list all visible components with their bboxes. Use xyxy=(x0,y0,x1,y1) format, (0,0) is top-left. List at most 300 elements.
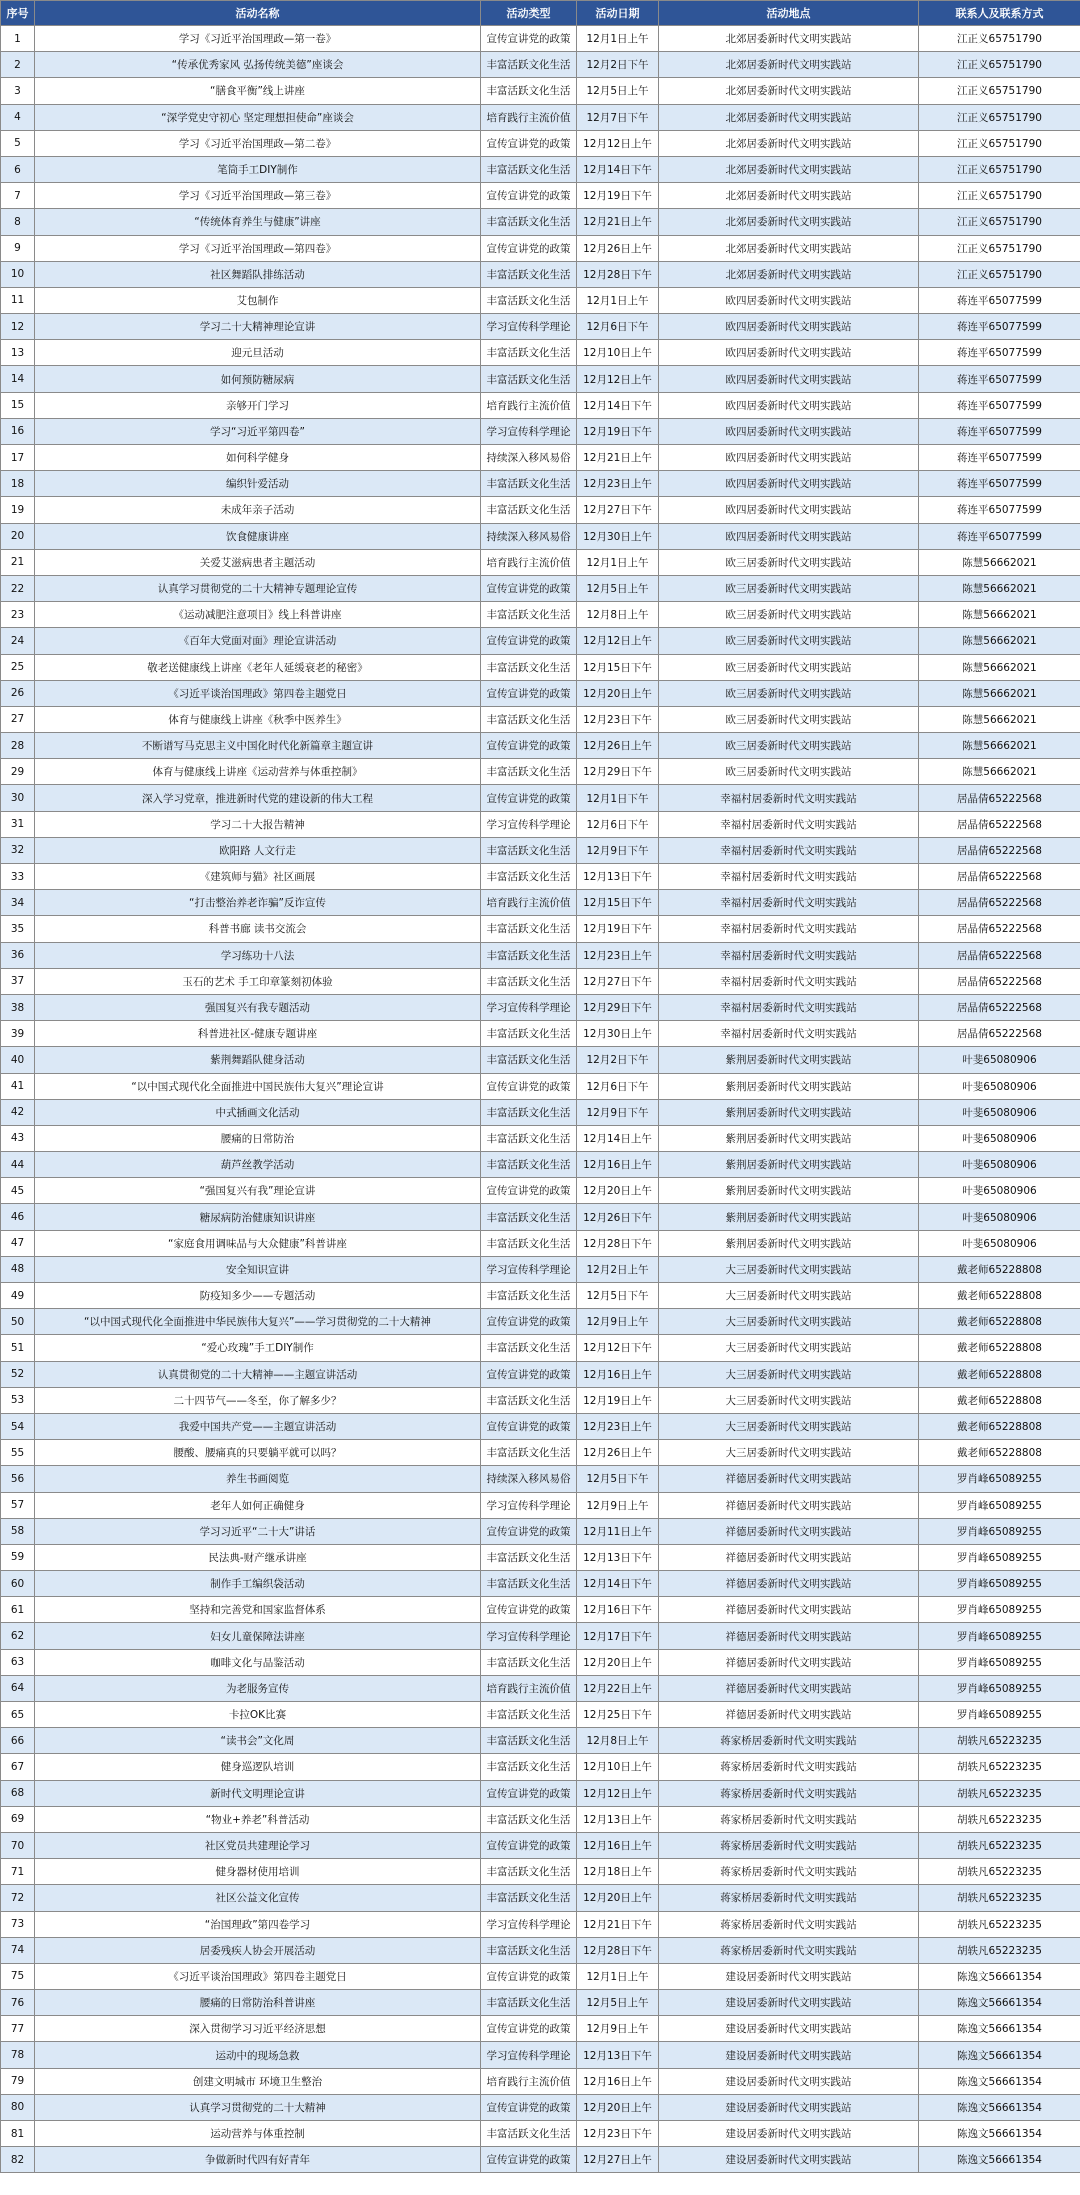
table-row xyxy=(1,968,1080,994)
cell-activity-date: 12月1日上午 xyxy=(577,1963,659,1989)
cell-activity-location: 欧四居委新时代文明实践站 xyxy=(659,340,919,366)
cell-activity-location: 幸福村居委新时代文明实践站 xyxy=(659,968,919,994)
table-row xyxy=(1,314,1080,340)
cell-contact: 江正义65751790 xyxy=(919,26,1080,52)
cell-contact: 罗肖峰65089255 xyxy=(919,1466,1080,1492)
cell-contact: 戴老师65228808 xyxy=(919,1283,1080,1309)
cell-activity-date: 12月12日上午 xyxy=(577,628,659,654)
cell-activity-type: 持续深入移风易俗 xyxy=(481,523,577,549)
cell-index: 18 xyxy=(1,471,35,497)
cell-index: 63 xyxy=(1,1649,35,1675)
cell-activity-date: 12月27日下午 xyxy=(577,497,659,523)
cell-activity-name: 认真学习贯彻党的二十大精神专题理论宣传 xyxy=(35,575,481,601)
cell-activity-type: 丰富活跃文化生活 xyxy=(481,1440,577,1466)
cell-activity-name: 未成年亲子活动 xyxy=(35,497,481,523)
table-row xyxy=(1,366,1080,392)
cell-activity-date: 12月30日上午 xyxy=(577,523,659,549)
table-row xyxy=(1,104,1080,130)
cell-contact: 陈逸文56661354 xyxy=(919,2147,1080,2173)
cell-activity-type: 学习宣传科学理论 xyxy=(481,1492,577,1518)
cell-index: 75 xyxy=(1,1963,35,1989)
cell-contact: 陈逸文56661354 xyxy=(919,2094,1080,2120)
cell-index: 71 xyxy=(1,1859,35,1885)
table-row xyxy=(1,706,1080,732)
cell-activity-date: 12月23日上午 xyxy=(577,1413,659,1439)
cell-activity-date: 12月23日上午 xyxy=(577,471,659,497)
cell-index: 19 xyxy=(1,497,35,523)
cell-activity-type: 丰富活跃文化生活 xyxy=(481,706,577,732)
cell-index: 15 xyxy=(1,392,35,418)
cell-activity-type: 丰富活跃文化生活 xyxy=(481,942,577,968)
cell-activity-location: 幸福村居委新时代文明实践站 xyxy=(659,811,919,837)
cell-index: 74 xyxy=(1,1937,35,1963)
cell-index: 81 xyxy=(1,2121,35,2147)
cell-activity-name: 创建文明城市 环境卫生整治 xyxy=(35,2068,481,2094)
table-row xyxy=(1,1335,1080,1361)
cell-activity-date: 12月29日下午 xyxy=(577,759,659,785)
table-row xyxy=(1,1230,1080,1256)
cell-contact: 戴老师65228808 xyxy=(919,1361,1080,1387)
cell-activity-location: 欧三居委新时代文明实践站 xyxy=(659,602,919,628)
cell-activity-type: 丰富活跃文化生活 xyxy=(481,156,577,182)
cell-contact: 陈慧56662021 xyxy=(919,575,1080,601)
cell-index: 40 xyxy=(1,1047,35,1073)
cell-activity-type: 学习宣传科学理论 xyxy=(481,2042,577,2068)
table-row xyxy=(1,1440,1080,1466)
cell-activity-name: 葫芦丝教学活动 xyxy=(35,1152,481,1178)
cell-activity-date: 12月13日下午 xyxy=(577,864,659,890)
cell-activity-location: 北郊居委新时代文明实践站 xyxy=(659,78,919,104)
cell-activity-type: 学习宣传科学理论 xyxy=(481,1256,577,1282)
cell-contact: 陈逸文56661354 xyxy=(919,2016,1080,2042)
cell-index: 38 xyxy=(1,994,35,1020)
cell-contact: 叶斐65080906 xyxy=(919,1125,1080,1151)
cell-activity-type: 培育践行主流价值 xyxy=(481,890,577,916)
cell-contact: 戴老师65228808 xyxy=(919,1413,1080,1439)
cell-activity-type: 丰富活跃文化生活 xyxy=(481,1230,577,1256)
cell-activity-date: 12月9日上午 xyxy=(577,1309,659,1335)
cell-activity-name: 为老服务宣传 xyxy=(35,1675,481,1701)
table-row xyxy=(1,392,1080,418)
cell-activity-name: 亲够开门学习 xyxy=(35,392,481,418)
cell-activity-name: 科普书廊 读书交流会 xyxy=(35,916,481,942)
table-row xyxy=(1,2042,1080,2068)
cell-activity-date: 12月7日下午 xyxy=(577,104,659,130)
cell-contact: 罗肖峰65089255 xyxy=(919,1492,1080,1518)
cell-activity-type: 宣传宣讲党的政策 xyxy=(481,183,577,209)
cell-activity-name: 强国复兴有我专题活动 xyxy=(35,994,481,1020)
cell-activity-date: 12月20日上午 xyxy=(577,1178,659,1204)
cell-contact: 居晶倩65222568 xyxy=(919,942,1080,968)
cell-activity-type: 宣传宣讲党的政策 xyxy=(481,1361,577,1387)
cell-contact: 江正义65751790 xyxy=(919,130,1080,156)
cell-activity-type: 丰富活跃文化生活 xyxy=(481,864,577,890)
table-row xyxy=(1,1544,1080,1570)
table-row xyxy=(1,1518,1080,1544)
cell-activity-date: 12月10日上午 xyxy=(577,340,659,366)
table-row xyxy=(1,1021,1080,1047)
cell-activity-type: 丰富活跃文化生活 xyxy=(481,1937,577,1963)
cell-contact: 蒋连平65077599 xyxy=(919,340,1080,366)
cell-activity-name: 二十四节气——冬至，你了解多少？ xyxy=(35,1387,481,1413)
cell-activity-type: 宣传宣讲党的政策 xyxy=(481,1073,577,1099)
table-row xyxy=(1,1963,1080,1989)
cell-index: 44 xyxy=(1,1152,35,1178)
cell-index: 32 xyxy=(1,837,35,863)
cell-index: 43 xyxy=(1,1125,35,1151)
cell-contact: 陈慧56662021 xyxy=(919,706,1080,732)
cell-activity-location: 欧四居委新时代文明实践站 xyxy=(659,314,919,340)
cell-activity-date: 12月26日上午 xyxy=(577,733,659,759)
cell-activity-type: 宣传宣讲党的政策 xyxy=(481,1309,577,1335)
header-activity-name: 活动名称 xyxy=(35,1,481,26)
cell-activity-type: 丰富活跃文化生活 xyxy=(481,916,577,942)
cell-activity-type: 丰富活跃文化生活 xyxy=(481,261,577,287)
cell-activity-name: 民法典-财产继承讲座 xyxy=(35,1544,481,1570)
cell-activity-type: 宣传宣讲党的政策 xyxy=(481,1963,577,1989)
cell-activity-name: 学习习近平“二十大”讲话 xyxy=(35,1518,481,1544)
cell-activity-type: 丰富活跃文化生活 xyxy=(481,837,577,863)
cell-index: 48 xyxy=(1,1256,35,1282)
table-row xyxy=(1,1806,1080,1832)
cell-activity-name: “物业+养老”科普活动 xyxy=(35,1806,481,1832)
cell-activity-location: 幸福村居委新时代文明实践站 xyxy=(659,994,919,1020)
cell-contact: 蒋连平65077599 xyxy=(919,418,1080,444)
table-row xyxy=(1,1571,1080,1597)
table-row xyxy=(1,890,1080,916)
table-row xyxy=(1,680,1080,706)
table-row xyxy=(1,156,1080,182)
cell-activity-type: 培育践行主流价值 xyxy=(481,2068,577,2094)
cell-activity-name: “读书会”文化周 xyxy=(35,1728,481,1754)
cell-index: 27 xyxy=(1,706,35,732)
table-row xyxy=(1,1413,1080,1439)
table-row xyxy=(1,1256,1080,1282)
cell-activity-name: 学习《习近平治国理政—第四卷》 xyxy=(35,235,481,261)
cell-activity-type: 丰富活跃文化生活 xyxy=(481,52,577,78)
cell-index: 41 xyxy=(1,1073,35,1099)
table-row xyxy=(1,2016,1080,2042)
cell-contact: 江正义65751790 xyxy=(919,235,1080,261)
cell-activity-location: 紫荆居委新时代文明实践站 xyxy=(659,1073,919,1099)
cell-activity-type: 丰富活跃文化生活 xyxy=(481,1859,577,1885)
cell-activity-name: 养生书画阅览 xyxy=(35,1466,481,1492)
cell-contact: 蒋连平65077599 xyxy=(919,287,1080,313)
cell-index: 2 xyxy=(1,52,35,78)
cell-index: 59 xyxy=(1,1544,35,1570)
table-row xyxy=(1,1990,1080,2016)
cell-index: 30 xyxy=(1,785,35,811)
cell-contact: 罗肖峰65089255 xyxy=(919,1597,1080,1623)
cell-activity-location: 欧四居委新时代文明实践站 xyxy=(659,287,919,313)
cell-activity-name: 新时代文明理论宣讲 xyxy=(35,1780,481,1806)
cell-activity-name: 坚持和完善党和国家监督体系 xyxy=(35,1597,481,1623)
cell-activity-name: 糖尿病防治健康知识讲座 xyxy=(35,1204,481,1230)
cell-activity-location: 北郊居委新时代文明实践站 xyxy=(659,104,919,130)
cell-activity-date: 12月9日下午 xyxy=(577,837,659,863)
cell-activity-location: 蒋家桥居委新时代文明实践站 xyxy=(659,1911,919,1937)
cell-activity-location: 紫荆居委新时代文明实践站 xyxy=(659,1047,919,1073)
table-row xyxy=(1,628,1080,654)
cell-activity-type: 宣传宣讲党的政策 xyxy=(481,575,577,601)
cell-activity-location: 蒋家桥居委新时代文明实践站 xyxy=(659,1859,919,1885)
cell-activity-name: “爱心玫瑰”手工DIY制作 xyxy=(35,1335,481,1361)
cell-activity-location: 大三居委新时代文明实践站 xyxy=(659,1387,919,1413)
cell-index: 5 xyxy=(1,130,35,156)
cell-index: 57 xyxy=(1,1492,35,1518)
cell-activity-date: 12月21日上午 xyxy=(577,209,659,235)
cell-activity-type: 丰富活跃文化生活 xyxy=(481,1283,577,1309)
cell-activity-location: 紫荆居委新时代文明实践站 xyxy=(659,1125,919,1151)
cell-activity-type: 丰富活跃文化生活 xyxy=(481,1204,577,1230)
cell-contact: 胡轶凡65223235 xyxy=(919,1911,1080,1937)
cell-contact: 江正义65751790 xyxy=(919,209,1080,235)
cell-activity-location: 欧四居委新时代文明实践站 xyxy=(659,445,919,471)
header-contact: 联系人及联系方式 xyxy=(919,1,1080,26)
cell-contact: 居晶倩65222568 xyxy=(919,1021,1080,1047)
cell-index: 26 xyxy=(1,680,35,706)
cell-activity-date: 12月19日下午 xyxy=(577,418,659,444)
cell-activity-location: 祥德居委新时代文明实践站 xyxy=(659,1544,919,1570)
cell-index: 4 xyxy=(1,104,35,130)
cell-contact: 叶斐65080906 xyxy=(919,1178,1080,1204)
cell-activity-date: 12月13日上午 xyxy=(577,1806,659,1832)
cell-activity-date: 12月8日上午 xyxy=(577,602,659,628)
cell-index: 42 xyxy=(1,1099,35,1125)
cell-activity-type: 丰富活跃文化生活 xyxy=(481,497,577,523)
cell-index: 20 xyxy=(1,523,35,549)
table-row xyxy=(1,2121,1080,2147)
cell-activity-date: 12月8日上午 xyxy=(577,1728,659,1754)
cell-activity-type: 宣传宣讲党的政策 xyxy=(481,1178,577,1204)
cell-activity-type: 学习宣传科学理论 xyxy=(481,1911,577,1937)
cell-index: 49 xyxy=(1,1283,35,1309)
cell-activity-name: 咖啡文化与品鉴活动 xyxy=(35,1649,481,1675)
cell-contact: 罗肖峰65089255 xyxy=(919,1544,1080,1570)
cell-activity-location: 欧四居委新时代文明实践站 xyxy=(659,392,919,418)
table-row xyxy=(1,575,1080,601)
table-row xyxy=(1,471,1080,497)
cell-activity-location: 蒋家桥居委新时代文明实践站 xyxy=(659,1832,919,1858)
cell-activity-type: 丰富活跃文化生活 xyxy=(481,2121,577,2147)
cell-activity-type: 培育践行主流价值 xyxy=(481,1675,577,1701)
cell-activity-name: 学习二十大精神理论宣讲 xyxy=(35,314,481,340)
table-row xyxy=(1,2068,1080,2094)
cell-activity-date: 12月14日下午 xyxy=(577,392,659,418)
cell-contact: 陈慧56662021 xyxy=(919,759,1080,785)
table-row xyxy=(1,1283,1080,1309)
cell-activity-name: 体育与健康线上讲座《秋季中医养生》 xyxy=(35,706,481,732)
cell-activity-date: 12月1日上午 xyxy=(577,26,659,52)
cell-activity-location: 北郊居委新时代文明实践站 xyxy=(659,130,919,156)
table-row xyxy=(1,1675,1080,1701)
table-row xyxy=(1,549,1080,575)
cell-activity-location: 建设居委新时代文明实践站 xyxy=(659,2042,919,2068)
cell-activity-location: 北郊居委新时代文明实践站 xyxy=(659,235,919,261)
cell-activity-name: 居委残疾人协会开展活动 xyxy=(35,1937,481,1963)
cell-contact: 江正义65751790 xyxy=(919,156,1080,182)
cell-activity-date: 12月1日上午 xyxy=(577,549,659,575)
cell-contact: 江正义65751790 xyxy=(919,183,1080,209)
cell-activity-location: 幸福村居委新时代文明实践站 xyxy=(659,1021,919,1047)
cell-activity-location: 蒋家桥居委新时代文明实践站 xyxy=(659,1728,919,1754)
cell-activity-type: 丰富活跃文化生活 xyxy=(481,366,577,392)
table-row xyxy=(1,418,1080,444)
cell-contact: 胡轶凡65223235 xyxy=(919,1832,1080,1858)
cell-activity-location: 欧四居委新时代文明实践站 xyxy=(659,366,919,392)
cell-index: 17 xyxy=(1,445,35,471)
table-row xyxy=(1,994,1080,1020)
table-row xyxy=(1,733,1080,759)
cell-contact: 胡轶凡65223235 xyxy=(919,1754,1080,1780)
cell-activity-location: 北郊居委新时代文明实践站 xyxy=(659,26,919,52)
cell-activity-location: 祥德居委新时代文明实践站 xyxy=(659,1675,919,1701)
cell-activity-type: 宣传宣讲党的政策 xyxy=(481,785,577,811)
cell-activity-date: 12月22日上午 xyxy=(577,1675,659,1701)
cell-activity-location: 祥德居委新时代文明实践站 xyxy=(659,1597,919,1623)
cell-activity-type: 丰富活跃文化生活 xyxy=(481,1099,577,1125)
cell-index: 82 xyxy=(1,2147,35,2173)
cell-index: 28 xyxy=(1,733,35,759)
table-row xyxy=(1,78,1080,104)
cell-activity-date: 12月20日上午 xyxy=(577,2094,659,2120)
cell-activity-name: 科普进社区-健康专题讲座 xyxy=(35,1021,481,1047)
cell-activity-date: 12月16日上午 xyxy=(577,1832,659,1858)
cell-activity-location: 幸福村居委新时代文明实践站 xyxy=(659,916,919,942)
cell-activity-location: 大三居委新时代文明实践站 xyxy=(659,1440,919,1466)
cell-activity-type: 宣传宣讲党的政策 xyxy=(481,26,577,52)
cell-activity-location: 幸福村居委新时代文明实践站 xyxy=(659,942,919,968)
cell-activity-location: 紫荆居委新时代文明实践站 xyxy=(659,1099,919,1125)
cell-activity-date: 12月28日下午 xyxy=(577,1230,659,1256)
cell-activity-type: 宣传宣讲党的政策 xyxy=(481,2094,577,2120)
cell-contact: 居晶倩65222568 xyxy=(919,811,1080,837)
cell-activity-date: 12月12日上午 xyxy=(577,366,659,392)
cell-contact: 陈慧56662021 xyxy=(919,654,1080,680)
cell-activity-name: “传承优秀家风 弘扬传统美德”座谈会 xyxy=(35,52,481,78)
cell-activity-type: 学习宣传科学理论 xyxy=(481,1623,577,1649)
header-activity-type: 活动类型 xyxy=(481,1,577,26)
cell-activity-name: 学习练功十八法 xyxy=(35,942,481,968)
cell-activity-date: 12月26日上午 xyxy=(577,1440,659,1466)
table-row xyxy=(1,1832,1080,1858)
cell-activity-date: 12月19日上午 xyxy=(577,1387,659,1413)
cell-activity-location: 欧三居委新时代文明实践站 xyxy=(659,759,919,785)
cell-activity-date: 12月27日上午 xyxy=(577,2147,659,2173)
cell-activity-name: 老年人如何正确健身 xyxy=(35,1492,481,1518)
cell-index: 21 xyxy=(1,549,35,575)
cell-contact: 罗肖峰65089255 xyxy=(919,1518,1080,1544)
cell-activity-location: 蒋家桥居委新时代文明实践站 xyxy=(659,1754,919,1780)
cell-activity-date: 12月6日下午 xyxy=(577,314,659,340)
table-row xyxy=(1,2094,1080,2120)
cell-index: 39 xyxy=(1,1021,35,1047)
table-row xyxy=(1,1597,1080,1623)
cell-contact: 罗肖峰65089255 xyxy=(919,1649,1080,1675)
cell-activity-date: 12月16日上午 xyxy=(577,1152,659,1178)
cell-activity-location: 大三居委新时代文明实践站 xyxy=(659,1361,919,1387)
table-row xyxy=(1,261,1080,287)
cell-activity-name: “家庭食用调味品与大众健康”科普讲座 xyxy=(35,1230,481,1256)
cell-contact: 胡轶凡65223235 xyxy=(919,1806,1080,1832)
cell-contact: 陈逸文56661354 xyxy=(919,1963,1080,1989)
cell-index: 58 xyxy=(1,1518,35,1544)
cell-activity-location: 欧四居委新时代文明实践站 xyxy=(659,471,919,497)
cell-index: 45 xyxy=(1,1178,35,1204)
cell-activity-location: 欧三居委新时代文明实践站 xyxy=(659,733,919,759)
cell-activity-type: 丰富活跃文化生活 xyxy=(481,602,577,628)
table-row xyxy=(1,1073,1080,1099)
cell-index: 13 xyxy=(1,340,35,366)
cell-activity-type: 丰富活跃文化生活 xyxy=(481,340,577,366)
cell-activity-type: 丰富活跃文化生活 xyxy=(481,1702,577,1728)
table-row xyxy=(1,1859,1080,1885)
cell-activity-type: 丰富活跃文化生活 xyxy=(481,1387,577,1413)
cell-activity-location: 欧四居委新时代文明实践站 xyxy=(659,497,919,523)
table-row xyxy=(1,1309,1080,1335)
cell-contact: 胡轶凡65223235 xyxy=(919,1937,1080,1963)
cell-contact: 蒋连平65077599 xyxy=(919,497,1080,523)
cell-activity-name: 饮食健康讲座 xyxy=(35,523,481,549)
cell-activity-location: 祥德居委新时代文明实践站 xyxy=(659,1649,919,1675)
cell-activity-date: 12月30日上午 xyxy=(577,1021,659,1047)
cell-index: 37 xyxy=(1,968,35,994)
cell-activity-date: 12月28日下午 xyxy=(577,1937,659,1963)
cell-activity-location: 祥德居委新时代文明实践站 xyxy=(659,1702,919,1728)
cell-activity-date: 12月14日下午 xyxy=(577,1571,659,1597)
cell-index: 80 xyxy=(1,2094,35,2120)
cell-activity-type: 持续深入移风易俗 xyxy=(481,1466,577,1492)
cell-contact: 江正义65751790 xyxy=(919,52,1080,78)
cell-activity-type: 丰富活跃文化生活 xyxy=(481,1885,577,1911)
cell-activity-date: 12月15日下午 xyxy=(577,890,659,916)
cell-activity-name: 学习《习近平治国理政—第一卷》 xyxy=(35,26,481,52)
table-row xyxy=(1,759,1080,785)
cell-activity-location: 建设居委新时代文明实践站 xyxy=(659,2094,919,2120)
cell-activity-type: 宣传宣讲党的政策 xyxy=(481,2016,577,2042)
cell-index: 12 xyxy=(1,314,35,340)
cell-index: 31 xyxy=(1,811,35,837)
cell-activity-type: 学习宣传科学理论 xyxy=(481,811,577,837)
cell-index: 52 xyxy=(1,1361,35,1387)
cell-activity-date: 12月13日下午 xyxy=(577,1544,659,1570)
cell-contact: 戴老师65228808 xyxy=(919,1309,1080,1335)
cell-activity-date: 12月23日上午 xyxy=(577,942,659,968)
cell-activity-location: 北郊居委新时代文明实践站 xyxy=(659,156,919,182)
cell-contact: 胡轶凡65223235 xyxy=(919,1728,1080,1754)
cell-index: 68 xyxy=(1,1780,35,1806)
cell-index: 6 xyxy=(1,156,35,182)
cell-index: 78 xyxy=(1,2042,35,2068)
cell-activity-type: 培育践行主流价值 xyxy=(481,104,577,130)
cell-activity-name: 《百年大党面对面》理论宣讲活动 xyxy=(35,628,481,654)
cell-activity-date: 12月14日下午 xyxy=(577,156,659,182)
cell-contact: 陈逸文56661354 xyxy=(919,1990,1080,2016)
cell-activity-name: 争做新时代四有好青年 xyxy=(35,2147,481,2173)
cell-activity-date: 12月23日下午 xyxy=(577,706,659,732)
cell-index: 8 xyxy=(1,209,35,235)
cell-activity-date: 12月20日上午 xyxy=(577,1885,659,1911)
cell-activity-location: 祥德居委新时代文明实践站 xyxy=(659,1571,919,1597)
cell-activity-date: 12月9日上午 xyxy=(577,1492,659,1518)
cell-contact: 陈逸文56661354 xyxy=(919,2121,1080,2147)
cell-activity-date: 12月2日下午 xyxy=(577,1047,659,1073)
cell-activity-type: 丰富活跃文化生活 xyxy=(481,1047,577,1073)
cell-activity-name: 艾包制作 xyxy=(35,287,481,313)
cell-index: 53 xyxy=(1,1387,35,1413)
table-row xyxy=(1,1649,1080,1675)
cell-activity-date: 12月14日上午 xyxy=(577,1125,659,1151)
